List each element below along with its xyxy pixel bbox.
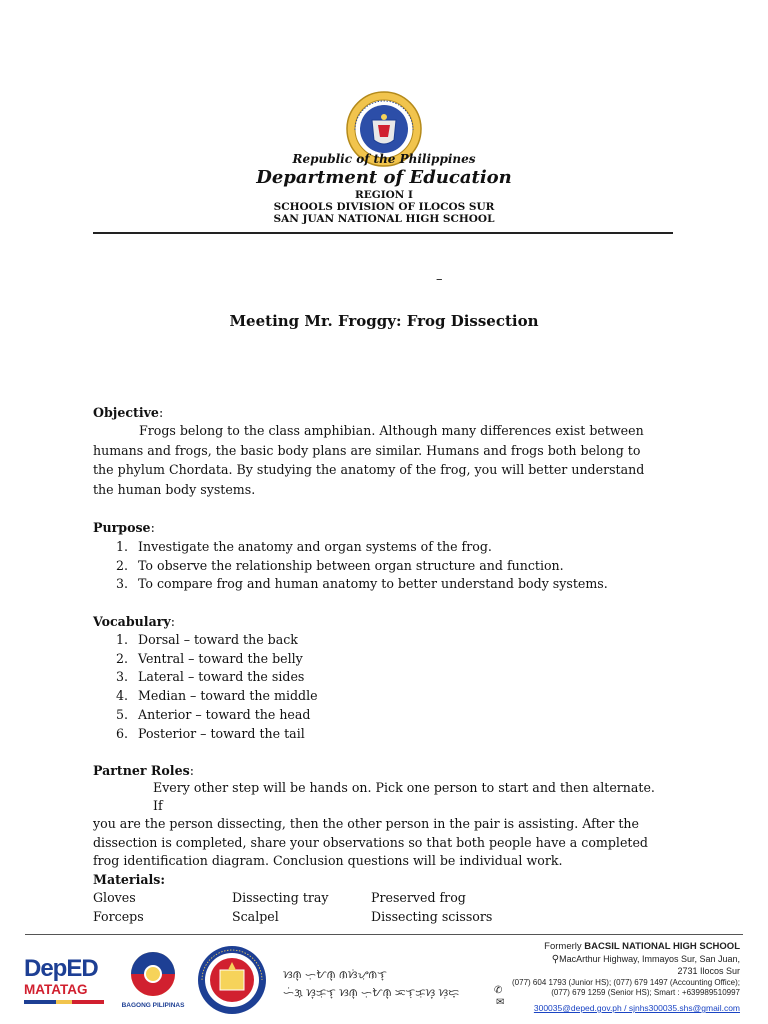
partner-roles-line: Every other step will be hands on. Pick one person to start and then alternate. If — [153, 780, 655, 814]
list-item: 3. To compare frog and human anatomy to better understand body systems. — [116, 576, 608, 592]
objective-line: the phylum Chordata. By studying the anatomy of the frog, you will better understand — [93, 462, 645, 478]
material-item: Preserved frog — [371, 890, 466, 905]
republic-text: Republic of the Philippines — [292, 152, 476, 166]
material-item: Gloves — [93, 890, 136, 905]
materials-row — [93, 907, 653, 927]
dash-mark: – — [436, 272, 443, 287]
partner-roles-heading: Partner Roles — [93, 763, 190, 778]
partner-roles-line: dissection is completed, share your observations so that both people have a completed — [93, 834, 648, 850]
list-item: 2. To observe the relationship between organ structure and function. — [116, 557, 564, 573]
vocabulary-heading: Vocabulary — [93, 614, 171, 629]
phone-line-1: (077) 604 1793 (Junior HS); (077) 679 1497 (Accounting Office); — [512, 978, 740, 987]
footer-divider — [25, 934, 743, 935]
school-name: SAN JUAN NATIONAL HIGH SCHOOL — [273, 213, 495, 225]
email-icon: ✉ — [496, 997, 505, 1008]
vocabulary-section: Vocabulary: — [93, 614, 175, 629]
objective-heading: Objective — [93, 405, 159, 420]
school-seal-logo — [196, 944, 268, 1016]
phone-icon: ✆ — [494, 985, 503, 996]
list-item: 1. Dorsal – toward the back — [116, 632, 298, 647]
phone-line-2: (077) 679 1259 (Senior HS); Smart : +639989510997 — [551, 988, 740, 997]
objective-line: the human body systems. — [93, 481, 256, 497]
material-item: Dissecting tray — [232, 890, 329, 905]
list-item: 4. Median – toward the middle — [116, 688, 318, 704]
partner-roles-section: Partner Roles: — [93, 763, 194, 778]
list-item: 2. Ventral – toward the belly — [116, 650, 303, 666]
purpose-heading: Purpose — [93, 520, 151, 535]
partner-roles-paragraph — [93, 779, 668, 870]
purpose-section: Purpose: — [93, 520, 155, 535]
list-item: 6. Posterior – toward the tail — [116, 725, 305, 741]
purpose-list — [116, 538, 676, 594]
address-line-2: 2731 Ilocos Sur — [677, 966, 740, 976]
department-title: Department of Education — [256, 167, 512, 188]
objective-line: humans and frogs, the basic body plans are similar. Humans and frogs both belong to — [93, 442, 641, 458]
formerly-school-name: BACSIL NATIONAL HIGH SCHOOL — [584, 941, 740, 952]
division-text: SCHOOLS DIVISION OF ILOCOS SUR — [273, 201, 495, 213]
objective-line: Frogs belong to the class amphibian. Although many differences exist between — [139, 423, 644, 438]
email-link[interactable]: 300035@deped.gov.ph / sjnhs300035.shs@gmail.com — [533, 1003, 740, 1013]
materials-row — [93, 888, 653, 908]
matatag-stripe — [24, 1000, 104, 1004]
list-item: 3. Lateral – toward the sides — [116, 669, 305, 685]
objective-section: Objective: — [93, 405, 164, 420]
objective-paragraph — [93, 421, 668, 499]
bagong-pilipinas-emblem — [125, 950, 181, 998]
material-item: Scalpel — [232, 909, 279, 924]
baybayin-line-2: ᜑᜒᜄ᜔ ᜐ᜔ᜃᜓᜎ᜔ ᜐᜈ᜔ ᜑᜓᜀᜈ᜔ ᜁᜎᜓᜃᜓᜐ᜔ ᜐᜓᜇ᜔ — [283, 987, 460, 999]
deped-wordmark: DepED — [24, 955, 98, 982]
material-item: Forceps — [93, 909, 144, 924]
matatag-wordmark: MATATAG — [24, 982, 88, 997]
location-pin-icon: ⚲ — [551, 954, 560, 965]
bagong-pilipinas-label: BAGONG PILIPINAS — [121, 1002, 185, 1009]
bagong-pilipinas-logo — [120, 950, 186, 1014]
partner-roles-line: frog identification diagram. Conclusion questions will be individual work. — [93, 852, 563, 868]
region-text: REGION I — [355, 189, 413, 201]
formerly-line: Formerly BACSIL NATIONAL HIGH SCHOOL — [544, 941, 740, 952]
partner-roles-line: you are the person dissecting, then the other person in the pair is assisting. After the — [93, 816, 639, 832]
material-item: Dissecting scissors — [371, 909, 493, 924]
email-link-wrap — [534, 998, 740, 1016]
materials-heading: Materials: — [93, 872, 166, 887]
header-divider — [93, 232, 673, 234]
baybayin-line-1: ᜐᜈ᜔ ᜑᜓᜀᜈ᜔ ᜈᜐᜒᜌᜓᜈᜎ᜔ — [283, 969, 387, 981]
list-item: 5. Anterior – toward the head — [116, 706, 311, 722]
deped-matatag-logo — [24, 946, 106, 1012]
vocabulary-list — [116, 631, 676, 743]
address-line-1: ⚲MacArthur Highway, Immayos Sur, San Juan, — [551, 954, 740, 965]
document-title: Meeting Mr. Froggy: Frog Dissection — [229, 312, 539, 330]
list-item: 1. Investigate the anatomy and organ systems of the frog. — [116, 539, 492, 554]
